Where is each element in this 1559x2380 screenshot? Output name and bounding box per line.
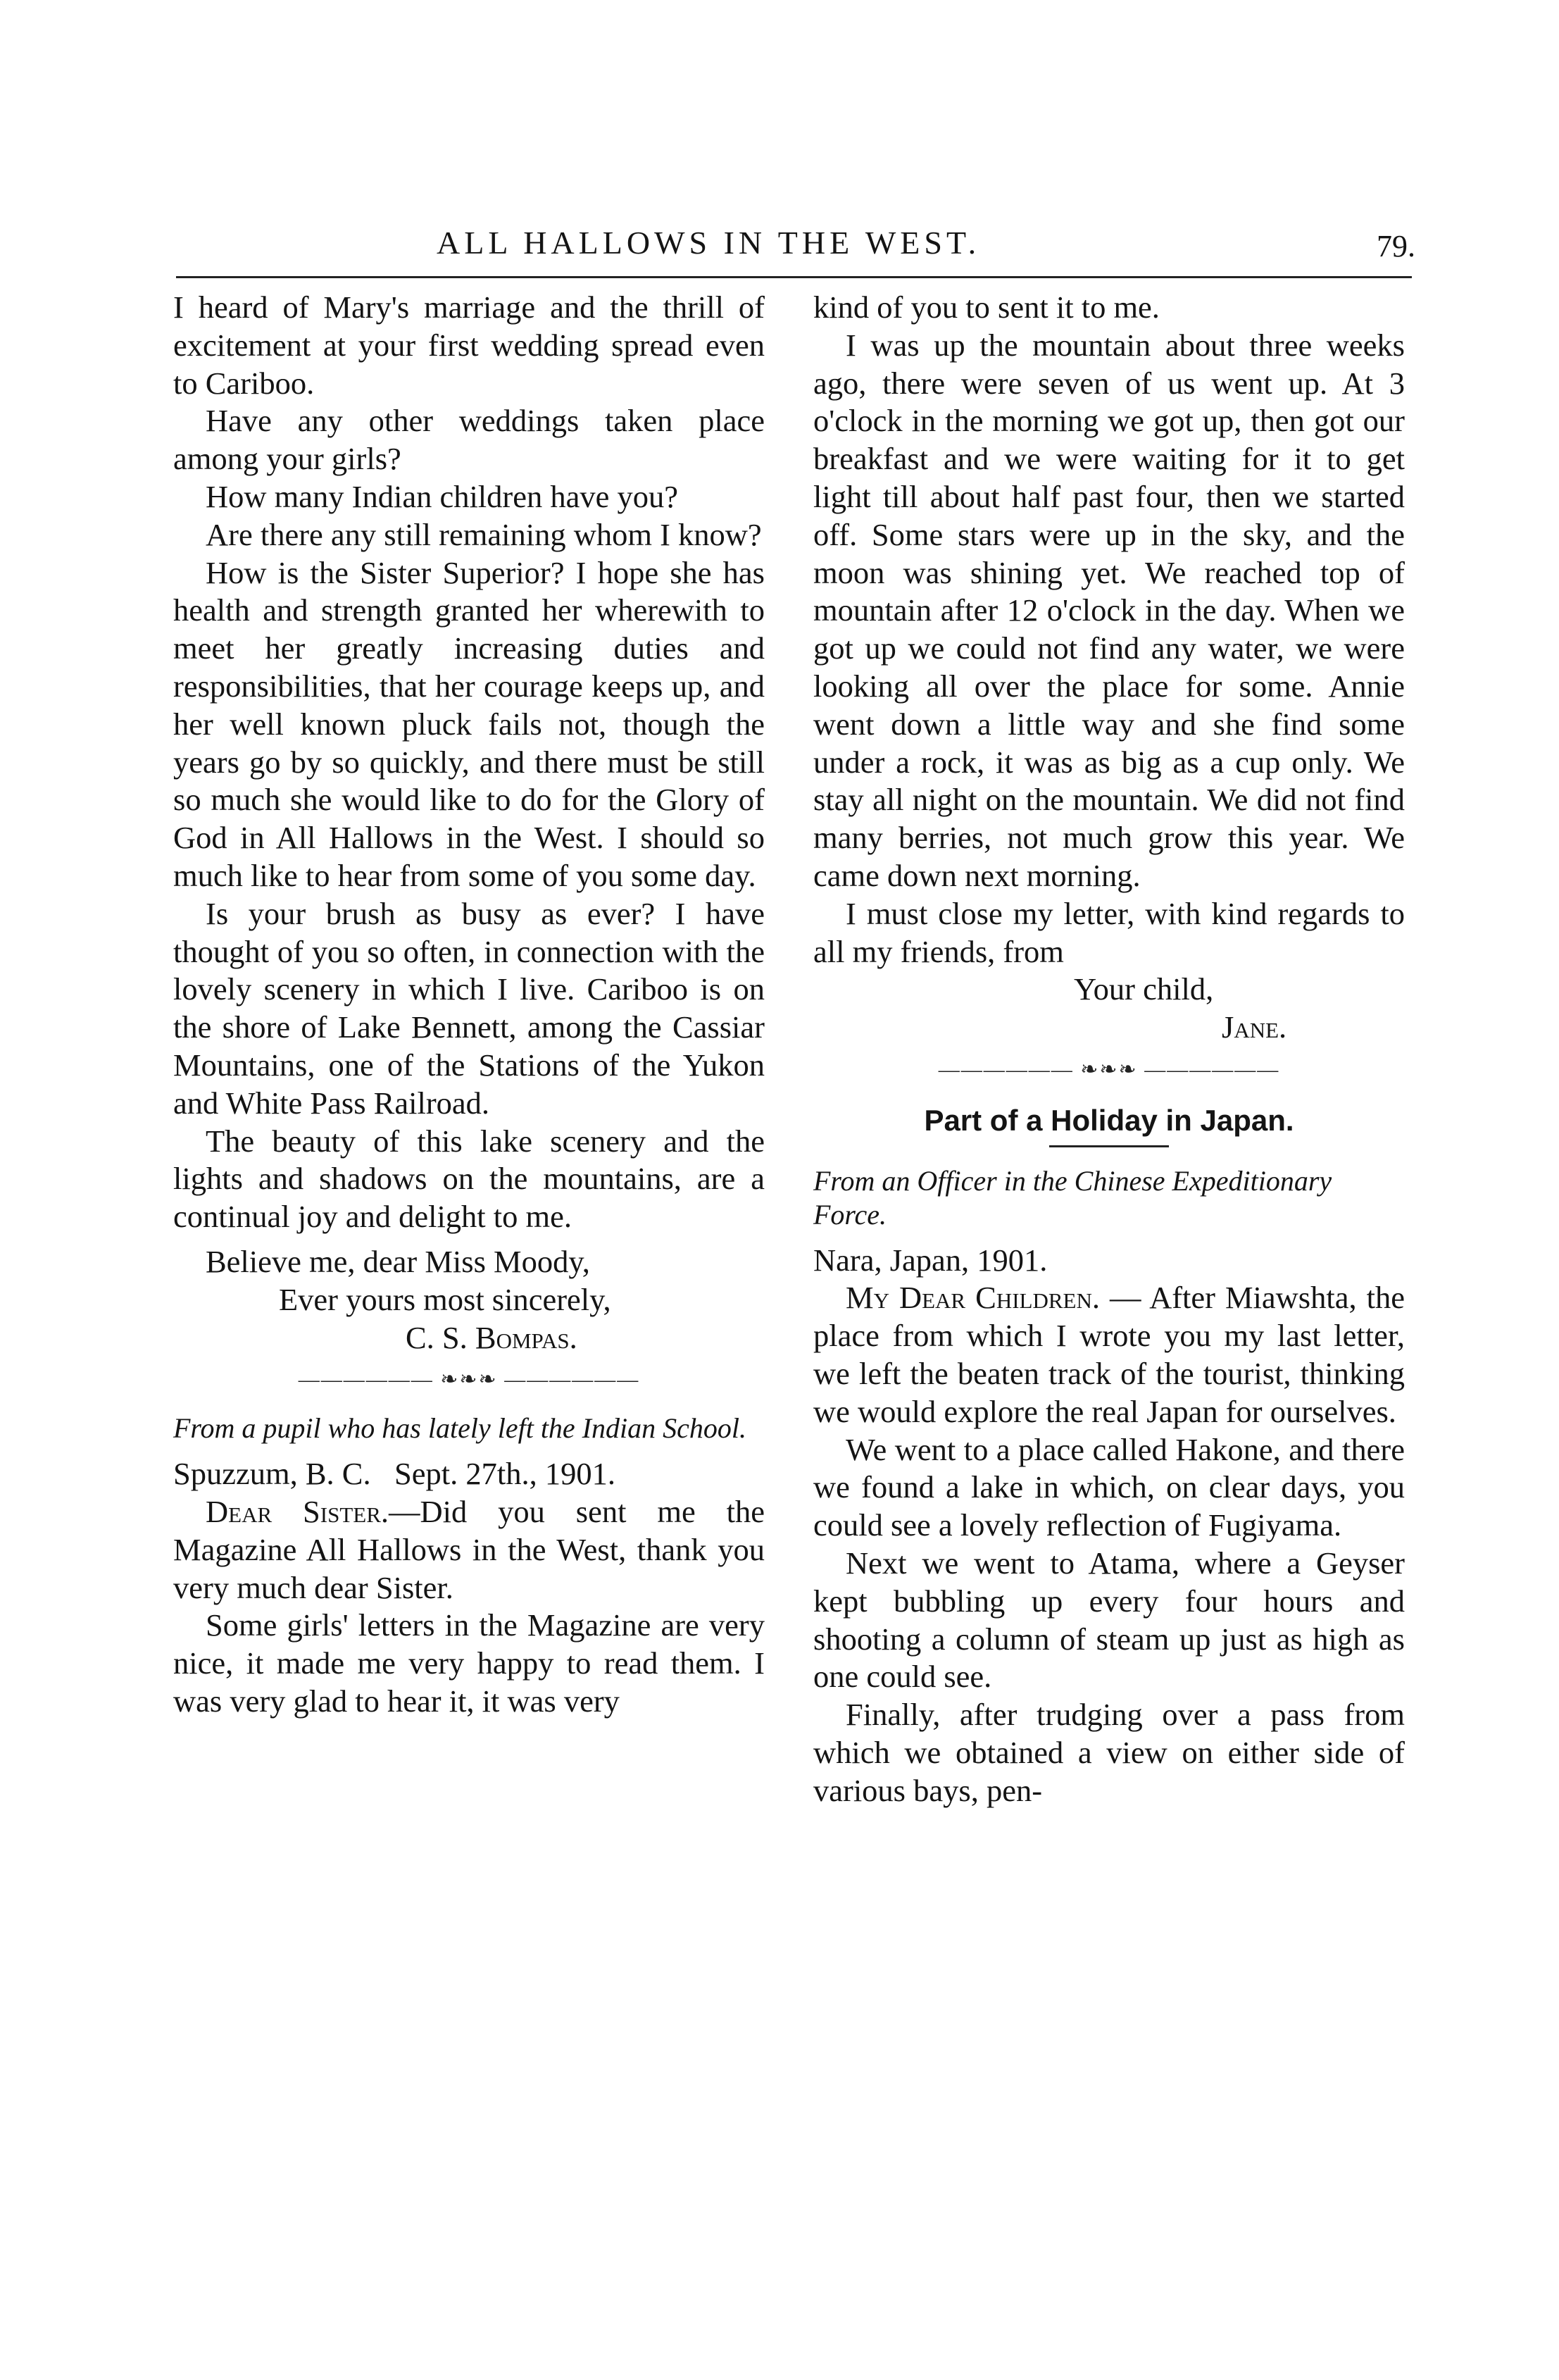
header-rule	[176, 276, 1412, 278]
article-text: — After Miawshta, the place from which I wrote you my last letter, we left the beaten track of the tourist, thinking we would explore the real Japan for ourselves.	[813, 1280, 1405, 1429]
paragraph: kind of you to sent it to me.	[813, 289, 1160, 325]
running-title: ALL HALLOWS IN THE WEST.	[437, 225, 981, 261]
paragraph: I must close my letter, with kind regards to all my friends, from	[813, 895, 1405, 969]
place-date	[173, 1455, 765, 1493]
paragraph: How is the Sister Superior? I hope she has health and strength granted her wherewith to meet her greatly increasing duties and responsibilities, that her courage keeps up, and her well known pluck fails not, though the years go by so quickly, and there must be still so much she would like to do for the Glory of God in All Hallows in the West. I should so much like to hear from some of you some day.	[173, 554, 765, 893]
letter-text: —Did you sent me the Magazine All Hallows in the West, thank you very much dear Sister.	[173, 1493, 765, 1605]
paragraph: Some girls' letters in the Magazine are very nice, it made me very happy to read them. I was very glad to hear it, it was very	[173, 1607, 765, 1719]
paragraph: Have any other weddings taken place among your girls?	[173, 403, 765, 477]
source-note: From a pupil who has lately left the Indian School.	[173, 1412, 746, 1445]
place: Spuzzum, B. C.	[173, 1456, 371, 1492]
paragraph: I was up the mountain about three weeks ago, there were seven of us went up. At 3 o'clock in the morning we got up, then got our breakfast and we were waiting for it to get light till about half past four, then we started off. Some stars were up in the sky, and the moon was shining yet. We reached top of mountain after 12 o'clock in the day. When we got up we could not find any water, we were looking all over the place for some. Annie went down a little way and she find some under a rock, it was as big as a cup only. We stay all night on the mountain. We did not find many berries, not much grow this year. We came down next morning.	[813, 327, 1405, 893]
paragraph: Are there any still remaining whom I know?	[206, 516, 762, 552]
paragraph: We went to a place called Hakone, and there we found a lake in which, on clear days, you could see a lovely reflection of Fugiyama.	[813, 1431, 1405, 1543]
salutation: Dear Sister.	[206, 1493, 389, 1529]
paragraph: Is your brush as busy as ever? I have thought of you so often, in connection with the lovely scenery in which I live. Cariboo is on the shore of Lake Bennett, among the Cassiar Mountains, one of the Stations of the Yukon and White Pass Railroad.	[173, 895, 765, 1121]
paragraph: Next we went to Atama, where a Geyser kept bubbling up every four hours and shooting a column of steam up just as high as one could see.	[813, 1545, 1405, 1695]
closing-line: Believe me, dear Miss Moody,	[206, 1243, 590, 1279]
date: Sept. 27th., 1901.	[394, 1456, 615, 1492]
closing-line: Ever yours most sincerely,	[279, 1281, 611, 1317]
title-rule	[1049, 1145, 1169, 1147]
left-column	[173, 289, 765, 1721]
paragraph: The beauty of this lake scenery and the lights and shadows on the mountains, are a continual joy and delight to me.	[173, 1123, 765, 1235]
paragraph	[813, 1279, 1405, 1431]
signature: C. S. Bompas.	[406, 1319, 577, 1355]
page-number: 79.	[1377, 229, 1415, 263]
place-date: Nara, Japan, 1901.	[813, 1242, 1048, 1278]
paragraph: I heard of Mary's marriage and the thrill of excitement at your first wedding spread even to Cariboo.	[173, 289, 765, 401]
salutation: My Dear Children.	[846, 1280, 1100, 1316]
right-column	[813, 289, 1405, 1809]
section-divider: —————— ❧❧❧ ——————	[938, 1057, 1280, 1081]
section-divider: —————— ❧❧❧ ——————	[298, 1368, 640, 1392]
signature: Jane.	[1222, 1009, 1287, 1045]
page-header	[169, 224, 1415, 273]
paragraph: How many Indian children have you?	[206, 478, 678, 514]
paragraph	[173, 1493, 765, 1607]
source-note: From an Officer in the Chinese Expeditionary Force.	[813, 1164, 1332, 1231]
closing-line: Your child,	[1074, 971, 1214, 1007]
article-title: Part of a Holiday in Japan.	[924, 1103, 1294, 1137]
paragraph: Finally, after trudging over a pass from which we obtained a view on either side of various bays, pen-	[813, 1697, 1405, 1808]
